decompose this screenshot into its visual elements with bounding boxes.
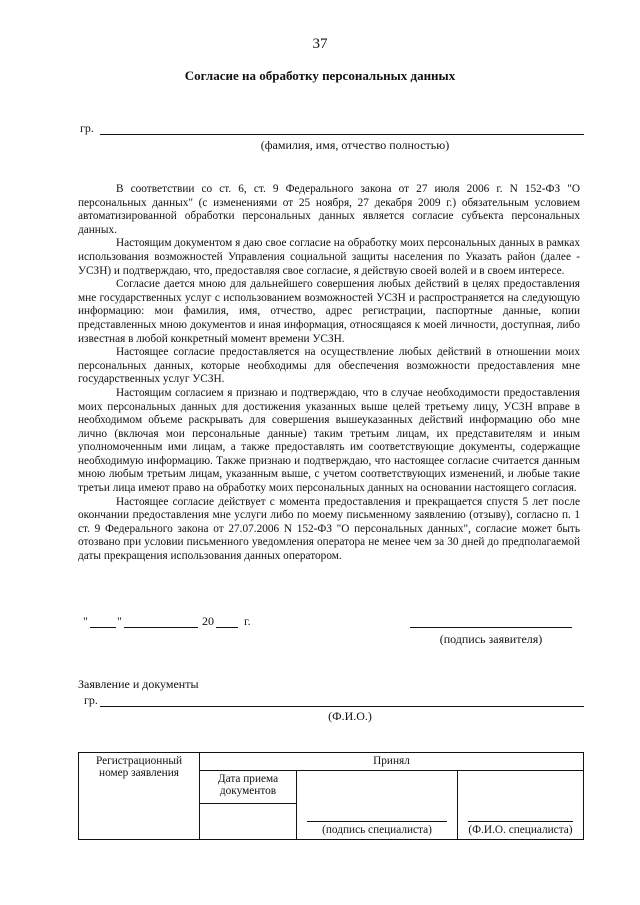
specialist-signature-caption: (подпись специалиста) (322, 824, 432, 836)
reg-number-cell: Регистрационный номер заявления (79, 753, 200, 840)
signature-caption: (подпись заявителя) (439, 632, 543, 646)
specialist-name-caption: (Ф.И.О. специалиста) (468, 824, 573, 836)
documents-heading: Заявление и документы (78, 677, 199, 691)
page-number: 37 (312, 36, 328, 52)
date-month-line (124, 627, 198, 628)
paragraph-6: Настоящее согласие действует с момента предоставления и прекращается спустя 5 лет после окончании предоставления мне услуги либо по моему письменному заявлению (отзыву), согласно п. 1 ст. 9 Федерального закона от 27.07.2006 N 152-ФЗ "О персональных данных", согласие может быть отозвано при условии письменного уведомления оператора не менее чем за 30 дней до предполагаемой даты прекращения использования данных оператором. (78, 495, 580, 563)
paragraph-1: В соответствии со ст. 6, ст. 9 Федерального закона от 27 июля 2006 г. N 152-ФЗ "О персональных данных" (с изменениями от 25 ноября, 27 декабря 2009 г.) обязательным условием автоматизированной обработки персональных данных является согласие субъекта персональных данных. (78, 183, 580, 236)
date-year-line (216, 627, 238, 628)
date-received-value-cell (200, 804, 297, 840)
date-received-cell: Дата приема документов (200, 770, 297, 804)
applicant-prefix: гр. (80, 121, 94, 135)
paragraph-2: Настоящим документом я даю свое согласие на обработку моих персональных данных в рамках использования возможностей Управления социальной защиты населения по Указать район (далее - УСЗН) и подтверждаю, что, предоставляя свое согласие, я действую своей волей и в своем интересе. (78, 237, 580, 277)
applicant-name-line (100, 134, 584, 135)
signature-line (410, 627, 572, 628)
paragraph-4: Настоящее согласие предоставляется на осуществление любых действий в отношении моих персональных данных, которые необходимы для обеспечения возможности предоставления мне государственных услуг УСЗН. (78, 346, 580, 386)
date-quote-open: " (83, 614, 88, 628)
accepted-cell: Принял (200, 753, 584, 771)
specialist-signature-line (307, 821, 447, 822)
date-quote-close: " (117, 614, 122, 628)
applicant-caption: (фамилия, имя, отчество полностью) (260, 138, 450, 152)
paragraph-3: Согласие дается мною для дальнейшего совершения любых действий в целях предоставления мне государственных услуг с использованием возможностей УСЗН и распространяется на следующую информацию: мои фамилия, имя, отчество, адрес регистрации, паспортные данные, копии представленных мною документов и иная информация, относящаяся к моей личности, доступная, либо известная в любой конкретный момент времени УСЗН. (78, 278, 580, 345)
specialist-signature-cell (297, 770, 458, 839)
document-title: Согласие на обработку персональных данных (184, 68, 456, 83)
documents-name-line (100, 706, 584, 707)
registration-table (78, 752, 584, 840)
date-year-suffix: г. (244, 614, 251, 628)
specialist-name-cell (458, 770, 584, 839)
consent-body (78, 183, 580, 564)
date-day-line (90, 627, 116, 628)
documents-prefix: гр. (84, 693, 98, 707)
documents-caption: (Ф.И.О.) (328, 709, 372, 723)
date-year-prefix: 20 (202, 614, 214, 628)
specialist-name-line (468, 821, 573, 822)
paragraph-5: Настоящим согласием я признаю и подтверждаю, что в случае необходимости предоставления моих персональных данных для достижения указанных выше целей третьему лицу, УСЗН вправе в необходимом объеме раскрывать для совершения вышеуказанных действий информацию обо мне лично (включая мои персональные данные) таким третьим лицам, их представителям и иным уполномоченным ими лицам, а также предоставлять им соответствующие документы, содержащие необходимую информацию. Также признаю и подтверждаю, что настоящее согласие считается данным мною любым третьим лицам, указанным выше, с учетом соответствующих изменений, и любые такие третьи лица имеют право на обработку моих персональных данных на основании настоящего согласия. (78, 386, 580, 495)
